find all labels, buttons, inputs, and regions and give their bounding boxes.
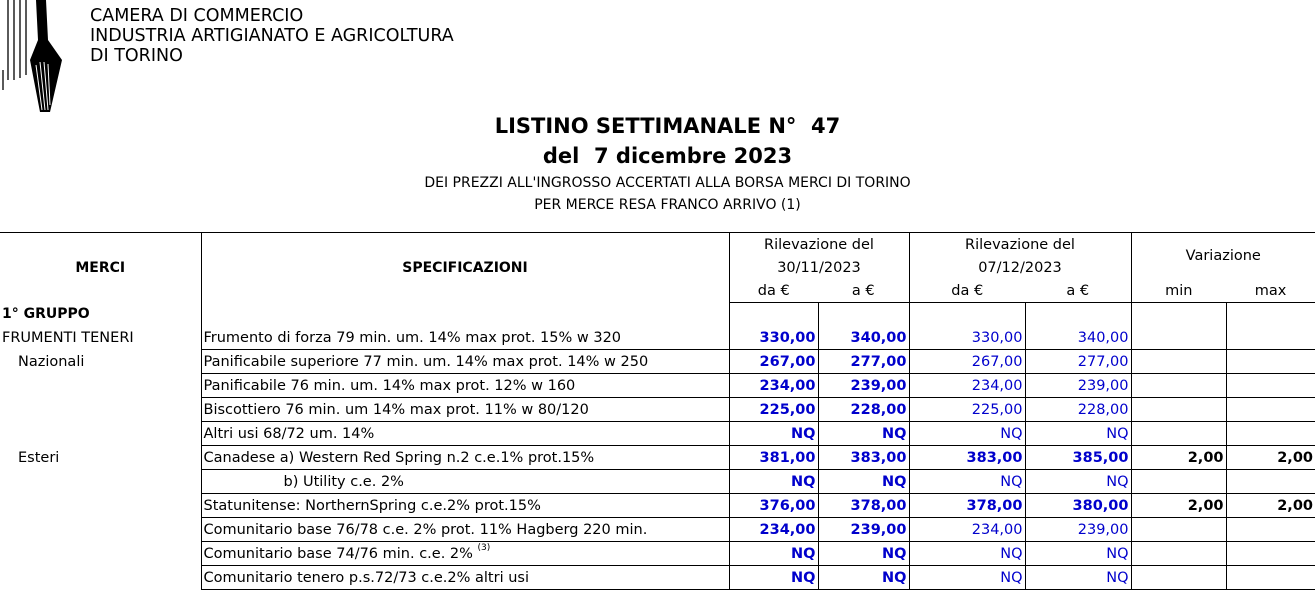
variation-max — [1226, 470, 1315, 494]
spec-cell: Panificabile 76 min. um. 14% max prot. 12% w 160 — [201, 374, 729, 398]
price-prev-a: NQ — [818, 470, 909, 494]
page-title: LISTINO SETTIMANALE N° 47 — [494, 114, 841, 138]
table-row — [0, 494, 1315, 518]
price-curr-da: NQ — [909, 566, 1025, 590]
variation-max — [1226, 350, 1315, 374]
price-prev-a: 378,00 — [818, 494, 909, 518]
spec-cell: Comunitario base 74/76 min. c.e. 2% $^{(3)}$ — [201, 542, 729, 566]
price-prev-da: 234,00 — [729, 374, 818, 398]
price-curr-da: NQ — [909, 470, 1025, 494]
price-prev-da: 267,00 — [729, 350, 818, 374]
variation-max — [1226, 422, 1315, 446]
price-prev-da: 225,00 — [729, 398, 818, 422]
price-prev-a: 383,00 — [818, 446, 909, 470]
merci-cell — [0, 566, 201, 590]
spec-cell: Statunitense: NorthernSpring c.e.2% prot.15% — [201, 494, 729, 518]
variation-max — [1226, 326, 1315, 350]
page-date: del 7 dicembre 2023 — [542, 144, 793, 168]
variation-min — [1131, 518, 1226, 542]
price-curr-a: NQ — [1025, 566, 1131, 590]
price-prev-da: 234,00 — [729, 518, 818, 542]
variation-min — [1131, 350, 1226, 374]
table-row — [0, 326, 1315, 350]
footnote-ref: (3) — [477, 542, 491, 553]
price-curr-da: NQ — [909, 542, 1025, 566]
price-prev-da: NQ — [729, 542, 818, 566]
header-date-2: 07/12/2023 — [909, 256, 1131, 279]
spec-cell: Biscottiero 76 min. um 14% max prot. 11% w 80/120 — [201, 398, 729, 422]
merci-cell — [0, 398, 201, 422]
header-a-1: a € — [818, 279, 909, 303]
price-prev-a: 228,00 — [818, 398, 909, 422]
variation-max: 2,00 — [1226, 446, 1315, 470]
organization-name — [90, 6, 454, 66]
group-label: 1° GRUPPO — [2, 306, 90, 323]
price-prev-da: 376,00 — [729, 494, 818, 518]
price-curr-da: 234,00 — [909, 374, 1025, 398]
variation-min — [1131, 470, 1226, 494]
header-da-1: da € — [729, 279, 818, 303]
price-prev-a: 340,00 — [818, 326, 909, 350]
price-curr-da: NQ — [909, 422, 1025, 446]
price-curr-da: 234,00 — [909, 518, 1025, 542]
table-row — [0, 422, 1315, 446]
merci-cell — [0, 422, 201, 446]
price-curr-a: NQ — [1025, 542, 1131, 566]
price-curr-a: 239,00 — [1025, 374, 1131, 398]
price-prev-a: 239,00 — [818, 374, 909, 398]
price-table — [0, 232, 1315, 590]
variation-max — [1226, 518, 1315, 542]
variation-min — [1131, 398, 1226, 422]
price-curr-da: 383,00 — [909, 446, 1025, 470]
variation-max — [1226, 566, 1315, 590]
price-prev-da: 330,00 — [729, 326, 818, 350]
merci-cell — [0, 542, 201, 566]
price-curr-a: NQ — [1025, 422, 1131, 446]
merci-cell: Nazionali — [18, 353, 85, 370]
merci-cell — [0, 470, 201, 494]
price-curr-a: 340,00 — [1025, 326, 1131, 350]
price-prev-da: 381,00 — [729, 446, 818, 470]
variation-max — [1226, 398, 1315, 422]
price-curr-a: 239,00 — [1025, 518, 1131, 542]
variation-max — [1226, 542, 1315, 566]
price-curr-a: 228,00 — [1025, 398, 1131, 422]
merci-cell: Esteri — [18, 449, 60, 466]
header-da-2: da € — [909, 279, 1025, 303]
price-curr-da: 378,00 — [909, 494, 1025, 518]
header-rilevazione-2: Rilevazione del — [909, 233, 1131, 257]
org-line-2: INDUSTRIA ARTIGIANATO E AGRICOLTURA — [90, 26, 454, 46]
price-prev-da: NQ — [729, 566, 818, 590]
price-curr-a: 385,00 — [1025, 446, 1131, 470]
header-specificazioni: SPECIFICAZIONI — [201, 233, 729, 303]
header-variazione: Variazione — [1131, 233, 1315, 280]
variation-min — [1131, 326, 1226, 350]
variation-max — [1226, 374, 1315, 398]
variation-min — [1131, 542, 1226, 566]
variation-min — [1131, 374, 1226, 398]
org-line-3: DI TORINO — [90, 46, 183, 66]
merci-cell — [0, 518, 201, 542]
table-row — [0, 398, 1315, 422]
variation-min — [1131, 566, 1226, 590]
spec-cell: Canadese a) Western Red Spring n.2 c.e.1% prot.15% — [201, 446, 729, 470]
price-curr-a: NQ — [1025, 470, 1131, 494]
table-row — [0, 566, 1315, 590]
variation-min: 2,00 — [1131, 446, 1226, 470]
variation-max: 2,00 — [1226, 494, 1315, 518]
merci-cell — [0, 374, 201, 398]
spec-cell: b) Utility c.e. 2% — [201, 470, 729, 494]
chamber-logo — [0, 0, 70, 112]
header-min: min — [1131, 279, 1226, 303]
merci-cell — [0, 494, 201, 518]
header-a-2: a € — [1025, 279, 1131, 303]
header-date-1: 30/11/2023 — [729, 256, 909, 279]
table-row — [0, 374, 1315, 398]
spec-cell: Comunitario base 76/78 c.e. 2% prot. 11% Hagberg 220 min. — [201, 518, 729, 542]
header-merci: MERCI — [0, 233, 201, 303]
header-rilevazione-1: Rilevazione del — [729, 233, 909, 257]
header-max: max — [1226, 279, 1315, 303]
variation-min — [1131, 422, 1226, 446]
spec-cell: Panificabile superiore 77 min. um. 14% max prot. 14% w 250 — [201, 350, 729, 374]
table-row — [0, 470, 1315, 494]
price-prev-a: NQ — [818, 542, 909, 566]
price-prev-a: 277,00 — [818, 350, 909, 374]
price-curr-da: 225,00 — [909, 398, 1025, 422]
price-prev-da: NQ — [729, 422, 818, 446]
table-row — [0, 350, 1315, 374]
org-line-1: CAMERA DI COMMERCIO — [90, 6, 304, 26]
subtitle-1: DEI PREZZI ALL'INGROSSO ACCERTATI ALLA BORSA MERCI DI TORINO — [424, 175, 911, 191]
spec-cell: Comunitario tenero p.s.72/73 c.e.2% altri usi — [201, 566, 729, 590]
price-prev-a: 239,00 — [818, 518, 909, 542]
merci-cell: FRUMENTI TENERI — [2, 329, 134, 346]
price-curr-da: 267,00 — [909, 350, 1025, 374]
spec-cell: Altri usi 68/72 um. 14% — [201, 422, 729, 446]
price-curr-a: 380,00 — [1025, 494, 1131, 518]
table-row — [0, 542, 1315, 566]
table-row — [0, 518, 1315, 542]
variation-min: 2,00 — [1131, 494, 1226, 518]
price-curr-a: 277,00 — [1025, 350, 1131, 374]
spec-cell: Frumento di forza 79 min. um. 14% max prot. 15% w 320 — [201, 326, 729, 350]
subtitle-2: PER MERCE RESA FRANCO ARRIVO (1) — [534, 197, 801, 213]
price-prev-a: NQ — [818, 566, 909, 590]
price-curr-da: 330,00 — [909, 326, 1025, 350]
price-prev-da: NQ — [729, 470, 818, 494]
price-prev-a: NQ — [818, 422, 909, 446]
table-row — [0, 446, 1315, 470]
